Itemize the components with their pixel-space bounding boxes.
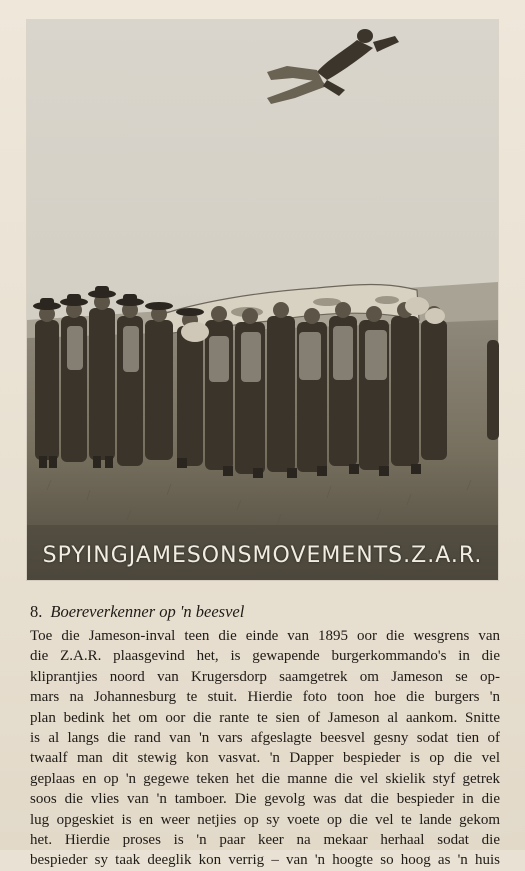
caption-line: het. Hierdie proses is 'n paar keer na mekaar herhaal sodat die	[30, 832, 500, 849]
caption-line: is al langs die rand van 'n vars afgeslagte beesvel gesny sodat tien of	[30, 730, 500, 747]
caption-line: bespieder sy taak deeglik kon verrig – van 'n hoogte so hoog as 'n huis	[30, 852, 500, 869]
caption-body	[30, 626, 500, 871]
photo-inscription: SPYINGJAMESONSMOVEMENTS.Z.A.R.	[42, 542, 483, 568]
caption-line: plan bedink het om oor die rante te sien of Jameson al aankom. Snitte	[30, 709, 500, 726]
caption-number: 8.	[30, 602, 43, 621]
caption-heading	[30, 601, 500, 623]
caption-line: Toe die Jameson-inval teen die einde van 1895 oor die wesgrens van	[30, 628, 500, 644]
photo-illustration	[27, 20, 498, 580]
photo-caption	[30, 601, 500, 871]
caption-title: Boereverkenner op 'n beesvel	[50, 602, 245, 621]
caption-line: kliprantjies noord van Krugersdorp saamgetrek om Jameson se op-	[30, 668, 500, 685]
caption-line: soos die vlies van 'n tamboer. Die gevolg was dat die bespieder in die	[30, 791, 500, 808]
caption-line: twaalf man dit stewig kon vasvat. 'n Dapper bespieder is op die vel	[30, 750, 500, 767]
caption-line: mars na Johannesburg te stuit. Hierdie foto toon hoe die burgers 'n	[30, 689, 500, 706]
historical-photograph	[27, 20, 498, 580]
caption-line: die Z.A.R. plaasgevind het, is gewapende burgerkommando's in die	[30, 648, 500, 665]
caption-line: geplaas en op 'n gegewe teken het die manne die vel skielik styf getrek	[30, 770, 500, 787]
caption-line: lug opgeskiet is en weer netjies op sy voete op die vel te lande gekom	[30, 811, 500, 828]
